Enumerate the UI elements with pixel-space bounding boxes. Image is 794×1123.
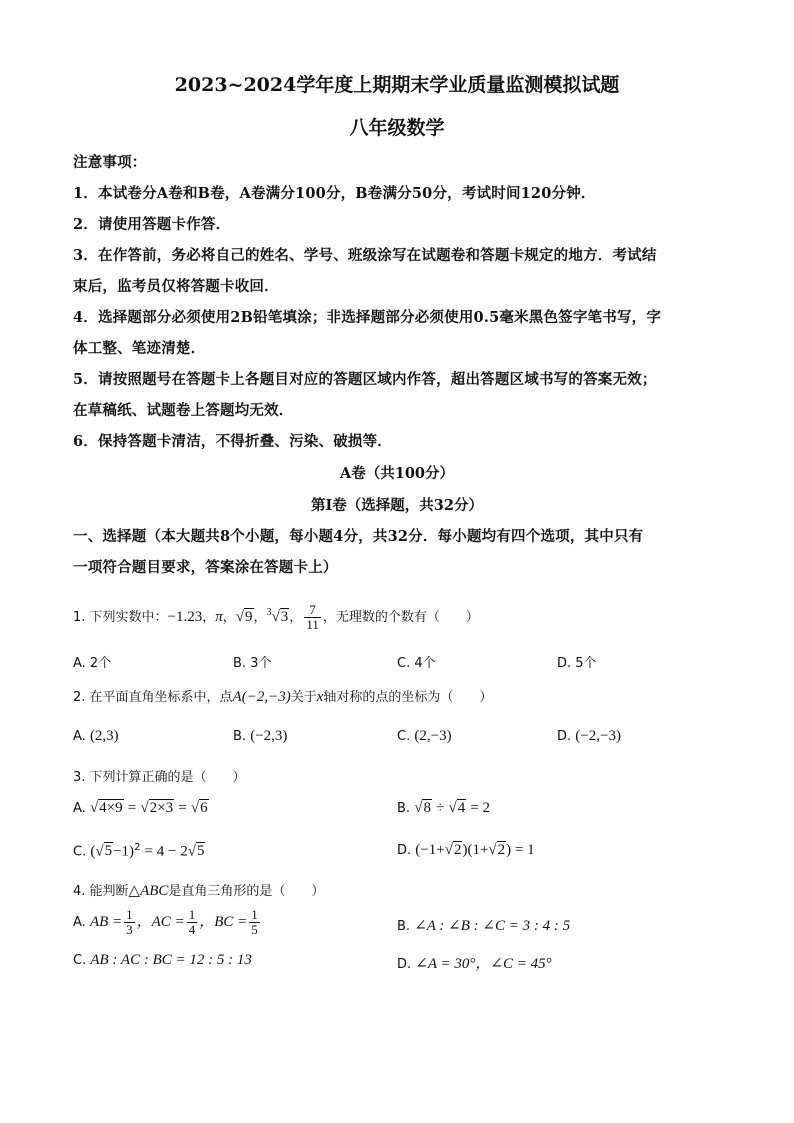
notes-heading: 注意事项： bbox=[73, 154, 147, 171]
q1-suffix: ，无理数的个数有（ ） bbox=[322, 610, 479, 625]
q1-number: −1.23 bbox=[167, 609, 203, 625]
q1-option-a[interactable]: A. 2个 bbox=[73, 656, 112, 671]
paper-a-heading: A卷（共100分） bbox=[339, 465, 455, 482]
question-2: 2. 在平面直角坐标系中，点A(−2,−3)关于x轴对称的点的坐标为（ ） bbox=[73, 689, 493, 705]
q4-option-d[interactable]: D. ∠A = 30°，∠C = 45° bbox=[397, 956, 552, 972]
q3-option-b[interactable]: B. √8 ÷ √4 = 2 bbox=[397, 800, 491, 816]
q4-triangle: △ABC bbox=[128, 883, 169, 899]
exam-subtitle: 八年级数学 bbox=[349, 117, 445, 139]
q3-option-c[interactable]: C. $(√5-1)^2 = 4 - 2√5$ bbox=[73, 842, 205, 860]
q1-fraction: $\frac{7}{11}$ bbox=[306, 602, 319, 632]
section-instructions-cont: 一项符合题目要求，答案涂在答题卡上） bbox=[73, 559, 338, 576]
q1-prefix: 1. 下列实数中： bbox=[73, 610, 168, 625]
part1-heading: 第Ⅰ卷（选择题，共32分） bbox=[311, 497, 483, 514]
q4-option-c[interactable]: C. AB : AC : BC = 12 : 5 : 13 bbox=[73, 952, 252, 968]
q2-axis: x bbox=[316, 689, 324, 705]
q4-option-b[interactable]: B. ∠A : ∠B : ∠C = 3 : 4 : 5 bbox=[397, 918, 571, 934]
note-line: 1．本试卷分A卷和B卷，A卷满分100分，B卷满分50分，考试时间120分钟． bbox=[73, 185, 596, 202]
note-line: 体工整、笔迹清楚． bbox=[73, 340, 206, 357]
q1-sqrt9: √9 bbox=[235, 609, 253, 625]
note-line: 6．保持答题卡清洁，不得折叠、污染、破损等． bbox=[73, 433, 392, 450]
note-line: 3．在作答前，务必将自己的姓名、学号、班级涂写在试题卷和答题卡规定的地方．考试结 bbox=[73, 247, 657, 264]
q3-option-d[interactable]: D. (−1+√2)(1+√2) = 1 bbox=[397, 842, 535, 858]
q2-option-b[interactable]: B. (−2,3) bbox=[233, 728, 288, 744]
note-line: 束后，监考员仅将答题卡收回． bbox=[73, 278, 279, 295]
exam-title: 2023~2024学年度上期期末学业质量监测模拟试题 bbox=[174, 74, 620, 96]
section-instructions: 一、选择题（本大题共8个小题，每小题4分，共32分．每小题均有四个选项，其中只有 bbox=[73, 528, 644, 545]
question-1: 1. 下列实数中：−1.23，π，√9，$^3$√3， $\frac{7}{11}$ ，无理数的个数有（ ） bbox=[73, 602, 479, 632]
q3-option-a[interactable]: A. √4×9 = √2×3 = √6 bbox=[73, 800, 208, 816]
q1-pi: π bbox=[215, 609, 223, 625]
q1-option-d[interactable]: D. 5个 bbox=[557, 656, 597, 671]
q2-option-a[interactable]: A. (2,3) bbox=[73, 728, 119, 744]
q1-option-b[interactable]: B. 3个 bbox=[233, 656, 272, 671]
note-line: 4．选择题部分必须使用2B铅笔填涂；非选择题部分必须使用0.5毫米黑色签字笔书写，字 bbox=[73, 309, 662, 326]
q1-option-c[interactable]: C. 4个 bbox=[397, 656, 436, 671]
q4-option-a[interactable]: A. AB = $\frac{1}{3}$ ，AC = $\frac{1}{4}$ ，BC = $\frac{1}{5}$ bbox=[73, 907, 258, 937]
q2-option-d[interactable]: D. (−2,−3) bbox=[557, 728, 621, 744]
note-line: 2．请使用答题卡作答． bbox=[73, 216, 231, 233]
note-line: 5．请按照题号在答题卡上各题目对应的答题区域内作答，超出答题区域书写的答案无效； bbox=[73, 371, 657, 388]
question-4: 4. 能判断△ABC是直角三角形的是（ ） bbox=[73, 883, 325, 899]
q1-cbrt3: $^3$√3 bbox=[266, 607, 289, 625]
question-3: 3. 下列计算正确的是（ ） bbox=[73, 770, 246, 785]
q2-point: A(−2,−3) bbox=[232, 689, 291, 705]
q2-option-c[interactable]: C. (2,−3) bbox=[397, 728, 452, 744]
note-line: 在草稿纸、试题卷上答题均无效． bbox=[73, 402, 294, 419]
